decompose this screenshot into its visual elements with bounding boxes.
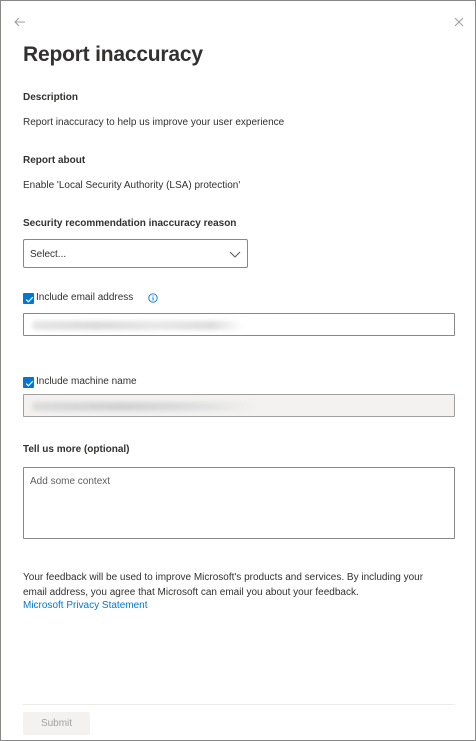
description-label: Description	[23, 92, 79, 103]
checkbox-checked-icon	[23, 377, 34, 388]
submit-button[interactable]: Submit	[23, 712, 90, 735]
close-button[interactable]	[450, 13, 468, 31]
include-email-checkbox[interactable]	[23, 292, 143, 306]
back-button[interactable]	[11, 13, 29, 31]
footer-divider	[23, 704, 455, 705]
include-machine-checkbox[interactable]	[23, 376, 148, 390]
redacted-email	[32, 321, 244, 330]
machine-name-field	[23, 394, 455, 417]
reason-dropdown-value: Select...	[30, 249, 67, 260]
description-text: Report inaccuracy to help us improve your user experience	[23, 117, 285, 128]
checkbox-checked-icon	[23, 293, 34, 304]
reason-dropdown[interactable]	[23, 239, 248, 268]
info-icon[interactable]	[148, 293, 158, 303]
privacy-statement-link[interactable]: Microsoft Privacy Statement	[23, 600, 148, 611]
context-textarea[interactable]	[23, 467, 455, 539]
include-email-label: Include email address	[36, 292, 134, 303]
tell-more-label: Tell us more (optional)	[23, 444, 130, 455]
report-about-label: Report about	[23, 155, 86, 166]
report-about-text: Enable 'Local Security Authority (LSA) protection'	[23, 180, 241, 191]
panel-title: Report inaccuracy	[23, 43, 203, 66]
email-field[interactable]	[23, 313, 455, 336]
chevron-down-icon	[229, 249, 241, 259]
context-placeholder: Add some context	[30, 476, 111, 487]
feedback-disclaimer: Your feedback will be used to improve Microsoft's products and services. By including your email address, you agree that Microsoft can email you about your feedback.	[23, 572, 424, 598]
arrow-left-icon	[11, 13, 29, 31]
redacted-machine-name	[32, 402, 257, 411]
include-machine-label: Include machine name	[36, 376, 137, 387]
close-icon	[450, 13, 468, 31]
reason-label: Security recommendation inaccuracy reason	[23, 218, 237, 229]
